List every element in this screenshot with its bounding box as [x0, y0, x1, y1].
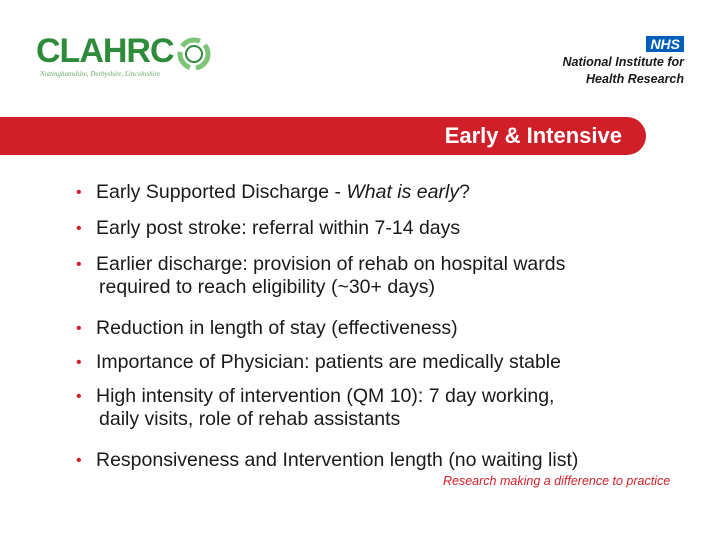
clahrc-tagline: Nottinghamshire, Derbyshire, Lincolnshire [40, 70, 161, 78]
title-band [0, 117, 646, 155]
list-item-text: Earlier discharge: provision of rehab on hospital wards required to reach eligibility (~30+ days) [96, 253, 566, 298]
list-item-text: Early post stroke: referral within 7-14 days [96, 217, 461, 239]
clahrc-logo-text: CLAHRC [36, 32, 174, 70]
nhs-badge: NHS [646, 36, 684, 52]
bullet-dot-icon: • [76, 184, 82, 201]
bullet-dot-icon: • [76, 220, 82, 237]
bullet-dot-icon: • [76, 452, 82, 469]
list-item-emphasis: What is early [346, 181, 460, 203]
nihr-name-line2: Health Research [586, 72, 684, 86]
clahrc-logo [36, 32, 236, 82]
list-item-text: Reduction in length of stay (effectiveness) [96, 317, 458, 339]
list-item-text: Responsiveness and Intervention length (no waiting list) [96, 449, 579, 471]
nihr-name-line1: National Institute for [562, 55, 684, 69]
list-item-text: Early Supported Discharge - What is early? [96, 181, 470, 203]
slide-title: Early & Intensive [444, 123, 622, 148]
nihr-logo [534, 36, 684, 92]
clahrc-ring-icon [174, 34, 214, 74]
list-item-text: Importance of Physician: patients are medically stable [96, 351, 561, 373]
list-item-text: High intensity of intervention (QM 10): 7 day working, daily visits, role of rehab assistants [96, 385, 555, 430]
bullet-dot-icon: • [76, 388, 82, 405]
bullet-dot-icon: • [76, 354, 82, 371]
footer-tagline: Research making a difference to practice [443, 474, 671, 488]
bullet-dot-icon: • [76, 256, 82, 273]
bullet-dot-icon: • [76, 320, 82, 337]
